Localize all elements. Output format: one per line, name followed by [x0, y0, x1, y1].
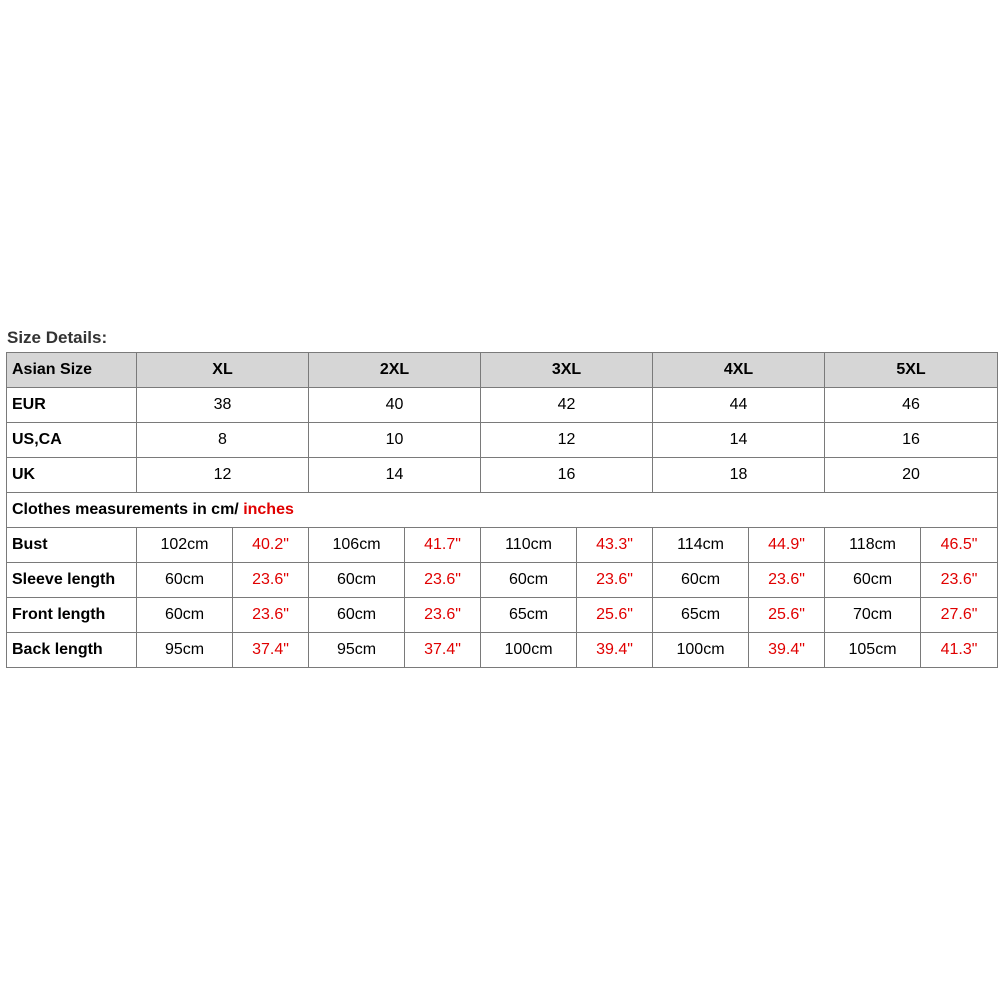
- cm-cell: 60cm: [825, 563, 921, 598]
- inch-cell: 23.6": [233, 563, 309, 598]
- table-cell: 40: [309, 388, 481, 423]
- size-header-2xl: 2XL: [309, 353, 481, 388]
- conversion-row-us-ca: [7, 423, 998, 458]
- cm-cell: 65cm: [653, 598, 749, 633]
- row-label: US,CA: [7, 423, 137, 458]
- table-cell: 20: [825, 458, 998, 493]
- section-heading-text: Clothes measurements in cm/: [12, 501, 244, 518]
- cm-cell: 60cm: [309, 598, 405, 633]
- table-header-row: [7, 353, 998, 388]
- inch-cell: 23.6": [749, 563, 825, 598]
- inch-cell: 23.6": [921, 563, 998, 598]
- inch-cell: 23.6": [577, 563, 653, 598]
- cm-cell: 60cm: [137, 563, 233, 598]
- section-heading-inches: inches: [243, 501, 294, 518]
- measurement-row: [7, 598, 998, 633]
- cm-cell: 118cm: [825, 528, 921, 563]
- table-cell: 10: [309, 423, 481, 458]
- row-label: UK: [7, 458, 137, 493]
- inch-cell: 43.3": [577, 528, 653, 563]
- cm-cell: 60cm: [653, 563, 749, 598]
- row-label: Sleeve length: [7, 563, 137, 598]
- measurement-row: [7, 528, 998, 563]
- size-chart-table: [6, 352, 998, 668]
- cm-cell: 60cm: [137, 598, 233, 633]
- inch-cell: 23.6": [405, 598, 481, 633]
- table-cell: 14: [653, 423, 825, 458]
- cm-cell: 95cm: [309, 633, 405, 668]
- inch-cell: 41.7": [405, 528, 481, 563]
- row-label: Back length: [7, 633, 137, 668]
- size-header-4xl: 4XL: [653, 353, 825, 388]
- inch-cell: 44.9": [749, 528, 825, 563]
- inch-cell: 23.6": [405, 563, 481, 598]
- cm-cell: 70cm: [825, 598, 921, 633]
- inch-cell: 27.6": [921, 598, 998, 633]
- measurement-row: [7, 563, 998, 598]
- inch-cell: 41.3": [921, 633, 998, 668]
- asian-size-header: Asian Size: [7, 353, 137, 388]
- table-cell: 18: [653, 458, 825, 493]
- inch-cell: 37.4": [233, 633, 309, 668]
- inch-cell: 39.4": [749, 633, 825, 668]
- conversion-row-uk: [7, 458, 998, 493]
- cm-cell: 100cm: [481, 633, 577, 668]
- table-cell: 16: [481, 458, 653, 493]
- table-cell: 38: [137, 388, 309, 423]
- conversion-row-eur: [7, 388, 998, 423]
- table-cell: 16: [825, 423, 998, 458]
- measurement-row: [7, 633, 998, 668]
- cm-cell: 110cm: [481, 528, 577, 563]
- cm-cell: 60cm: [481, 563, 577, 598]
- row-label: Front length: [7, 598, 137, 633]
- inch-cell: 25.6": [749, 598, 825, 633]
- measurements-section-row: [7, 493, 998, 528]
- inch-cell: 23.6": [233, 598, 309, 633]
- measurements-section-heading: [7, 493, 998, 528]
- inch-cell: 39.4": [577, 633, 653, 668]
- inch-cell: 46.5": [921, 528, 998, 563]
- row-label: EUR: [7, 388, 137, 423]
- table-cell: 14: [309, 458, 481, 493]
- inch-cell: 40.2": [233, 528, 309, 563]
- row-label: Bust: [7, 528, 137, 563]
- table-cell: 46: [825, 388, 998, 423]
- cm-cell: 114cm: [653, 528, 749, 563]
- inch-cell: 37.4": [405, 633, 481, 668]
- size-header-xl: XL: [137, 353, 309, 388]
- cm-cell: 106cm: [309, 528, 405, 563]
- table-cell: 12: [137, 458, 309, 493]
- table-cell: 44: [653, 388, 825, 423]
- table-cell: 12: [481, 423, 653, 458]
- table-cell: 8: [137, 423, 309, 458]
- size-details-caption: Size Details:: [7, 328, 108, 347]
- size-header-5xl: 5XL: [825, 353, 998, 388]
- cm-cell: 102cm: [137, 528, 233, 563]
- cm-cell: 100cm: [653, 633, 749, 668]
- table-cell: 42: [481, 388, 653, 423]
- size-header-3xl: 3XL: [481, 353, 653, 388]
- inch-cell: 25.6": [577, 598, 653, 633]
- size-chart-body: [7, 353, 998, 668]
- cm-cell: 105cm: [825, 633, 921, 668]
- cm-cell: 60cm: [309, 563, 405, 598]
- cm-cell: 95cm: [137, 633, 233, 668]
- cm-cell: 65cm: [481, 598, 577, 633]
